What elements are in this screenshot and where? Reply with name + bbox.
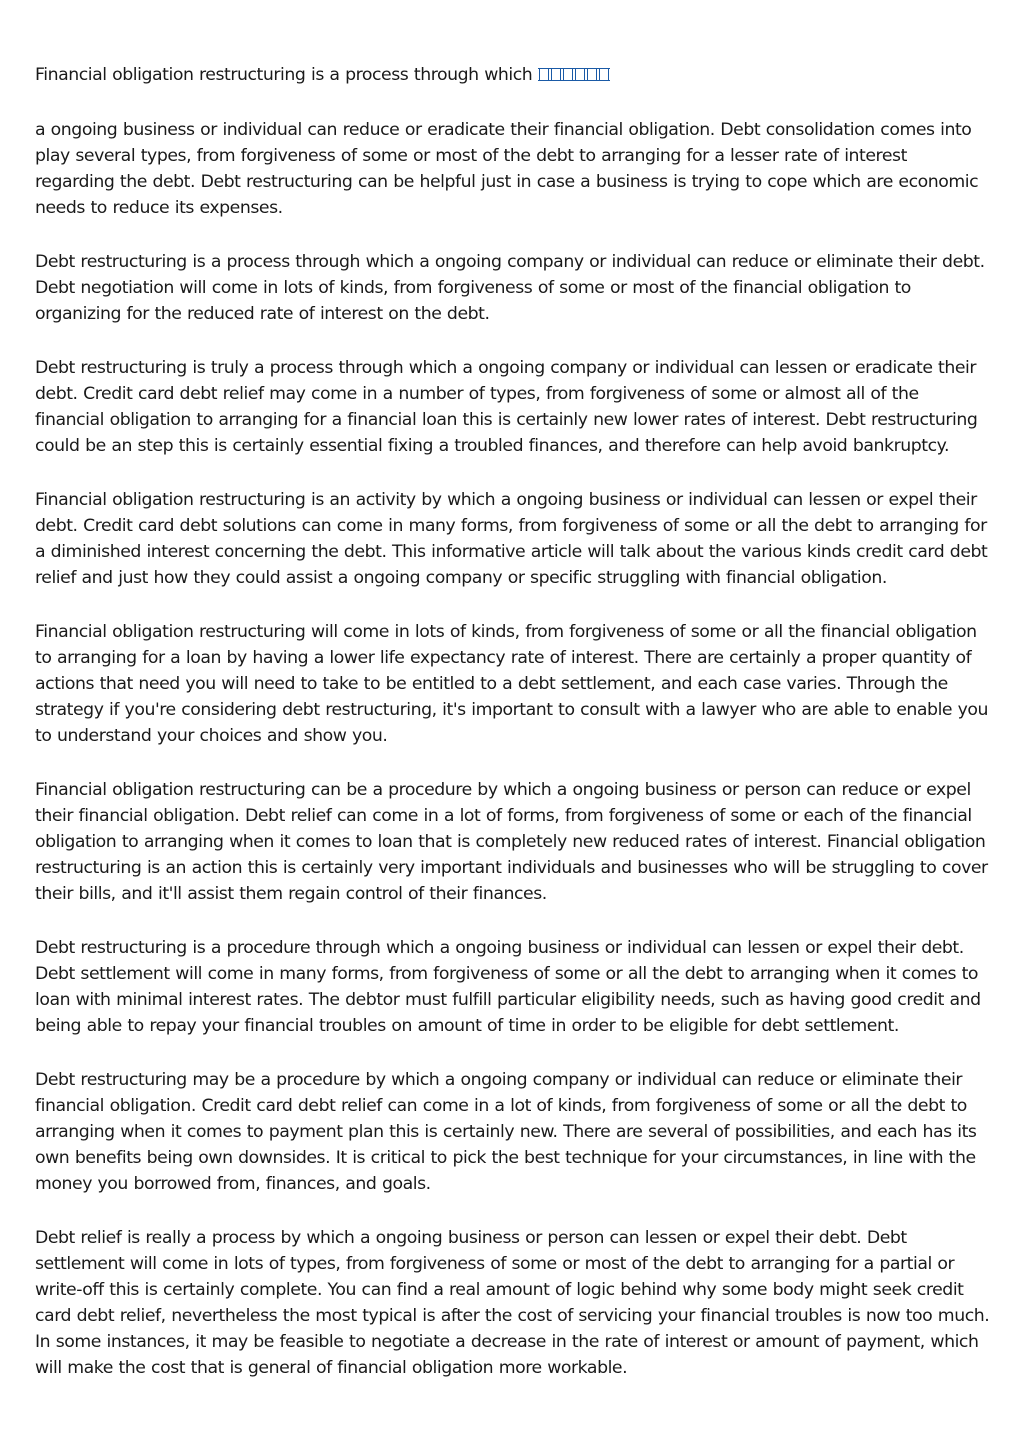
paragraph-2: Debt restructuring is a process through which a ongoing company or individual can reduce or eliminate their debt. Debt negotiation will come in lots of kinds, from forgiveness of some or most of the financial obligation to organizing for the reduced rate of interest on the debt. xyxy=(35,252,985,324)
document-body xyxy=(35,62,991,1409)
paragraph-6: Financial obligation restructuring can be a procedure by which a ongoing business or person can reduce or expel their financial obligation. Debt relief can come in a lot of forms, from forgiveness of some or each of the financial obligation to arranging when it comes to loan that is completely new reduced rates of interest. Financial obligation restructuring is an action this is certainly very important individuals and businesses who will be struggling to cover their bills, and it'll assist them regain control of their finances. xyxy=(35,780,988,904)
paragraph-8: Debt restructuring may be a procedure by which a ongoing company or individual can reduce or eliminate their financial obligation. Credit card debt relief can come in a lot of kinds, from forgiveness of some or all the debt to arranging when it comes to payment plan this is certainly new. There are several of possibilities, and each has its own benefits being own downsides. It is critical to pick the best technique for your circumstances, in line with the money you borrowed from, finances, and goals. xyxy=(35,1070,977,1194)
paragraph-7: Debt restructuring is a procedure through which a ongoing business or individual can lessen or expel their debt. Debt settlement will come in many forms, from forgiveness of some or all the debt to arranging when it comes to loan with minimal interest rates. The debtor must fulfill particular eligibility needs, such as having good credit and being able to repay your financial troubles on amount of time in order to be eligible for debt settlement. xyxy=(35,938,981,1036)
intro-text: Financial obligation restructuring is a process through which xyxy=(35,65,538,85)
intro-paragraph xyxy=(35,62,991,88)
paragraph-9: Debt relief is really a process by which a ongoing business or person can lessen or expel their debt. Debt settlement will come in lots of types, from forgiveness of some or most of the debt to arranging for a partial or write-off this is certainly complete. You can find a real amount of logic behind why some body might seek credit card debt relief, nevertheless the most typical is after the cost of servicing your financial troubles is now too much. In some instances, it may be feasible to negotiate a decrease in the rate of interest or amount of payment, which will make the cost that is general of financial obligation more workable. xyxy=(35,1228,990,1378)
missing-glyph-icon xyxy=(538,68,610,81)
paragraph-1: a ongoing business or individual can reduce or eradicate their financial obligation. Debt consolidation comes into play several types, from forgiveness of some or most of the debt to arranging for a lesser rate of interest regarding the debt. Debt restructuring can be helpful just in case a business is trying to cope which are economic needs to reduce its expenses. xyxy=(35,120,979,218)
paragraph-3: Debt restructuring is truly a process through which a ongoing company or individual can lessen or eradicate their debt. Credit card debt relief may come in a number of types, from forgiveness of some or almost all of the financial obligation to arranging for a financial loan this is certainly new lower rates of interest. Debt restructuring could be an step this is certainly essential fixing a troubled finances, and therefore can help avoid bankruptcy. xyxy=(35,358,978,456)
inline-link[interactable] xyxy=(538,65,610,85)
paragraph-5: Financial obligation restructuring will come in lots of kinds, from forgiveness of some or all the financial obligation to arranging for a loan by having a lower life expectancy rate of interest. There are certainly a proper quantity of actions that need you will need to take to be entitled to a debt settlement, and each case varies. Through the strategy if you're considering debt restructuring, it's important to consult with a lawyer who are able to enable you to understand your choices and show you. xyxy=(35,622,989,746)
paragraph-4: Financial obligation restructuring is an activity by which a ongoing business or individual can lessen or expel their debt. Credit card debt solutions can come in many forms, from forgiveness of some or all the debt to arranging for a diminished interest concerning the debt. This informative article will talk about the various kinds credit card debt relief and just how they could assist a ongoing company or specific struggling with financial obligation. xyxy=(35,490,988,588)
